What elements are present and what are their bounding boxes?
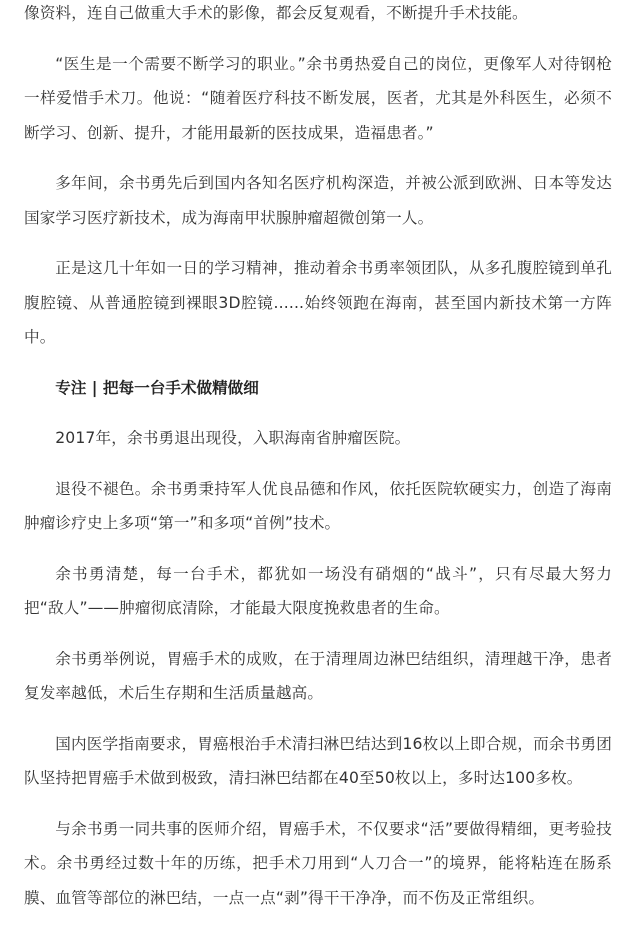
paragraph-retirement: 2017年，余书勇退出现役，入职海南省肿瘤医院。	[55, 429, 411, 447]
paragraph-training: 多年间，余书勇先后到国内各知名医疗机构深造，并被公派到欧洲、日本等发达国家学习医疗新技术，成为海南甲状腺肿瘤超微创第一人。	[24, 174, 612, 227]
paragraph-learning-spirit: 正是这几十年如一日的学习精神，推动着余书勇率领团队，从多孔腹腔镜到单孔腹腔镜、从普通腔镜到裸眼3D腔镜......始终领跑在海南，甚至国内新技术第一方阵中。	[24, 259, 612, 346]
paragraph-gastric-surgery: 余书勇举例说，胃癌手术的成败，在于清理周边淋巴结组织，清理越干净，患者复发率越低，术后生存期和生活质量越高。	[24, 649, 612, 702]
paragraph-colleague: 与余书勇一同共事的医师介绍，胃癌手术，不仅要求“活”要做得精细，更考验技术。余书勇经过数十年的历练，把手术刀用到“人刀合一”的境界，能将粘连在肠系膜、血管等部位的淋巴结，一点一点“剥”得干干净净，而不伤及正常组织。	[24, 819, 612, 907]
paragraph-achievements: 退役不褪色。余书勇秉持军人优良品德和作风，依托医院软硬实力，创造了海南肿瘤诊疗史上多项“第一”和多项“首例”技术。	[24, 479, 612, 532]
paragraph-battle: 余书勇清楚，每一台手术，都犹如一场没有硝烟的“战斗”，只有尽最大努力把“敌人”——肿瘤彻底清除，才能最大限度挽救患者的生命。	[24, 564, 612, 617]
article-body	[24, 0, 612, 931]
section-heading: 专注 | 把每一台手术做精做细	[55, 378, 259, 397]
paragraph-guidelines: 国内医学指南要求，胃癌根治手术清扫淋巴结达到16枚以上即合规，而余书勇团队坚持把胃癌手术做到极致，清扫淋巴结都在40至50枚以上，多时达100多枚。	[24, 734, 612, 787]
paragraph-doctor-quote: “医生是一个需要不断学习的职业。”余书勇热爱自己的岗位，更像军人对待钢枪一样爱惜手术刀。他说：“随着医疗科技不断发展，医者，尤其是外科医生，必须不断学习、创新、提升，才能用最新的医技成果，造福患者。”	[24, 54, 612, 142]
paragraph-intro-continued: 像资料，连自己做重大手术的影像，都会反复观看，不断提升手术技能。	[24, 4, 528, 22]
